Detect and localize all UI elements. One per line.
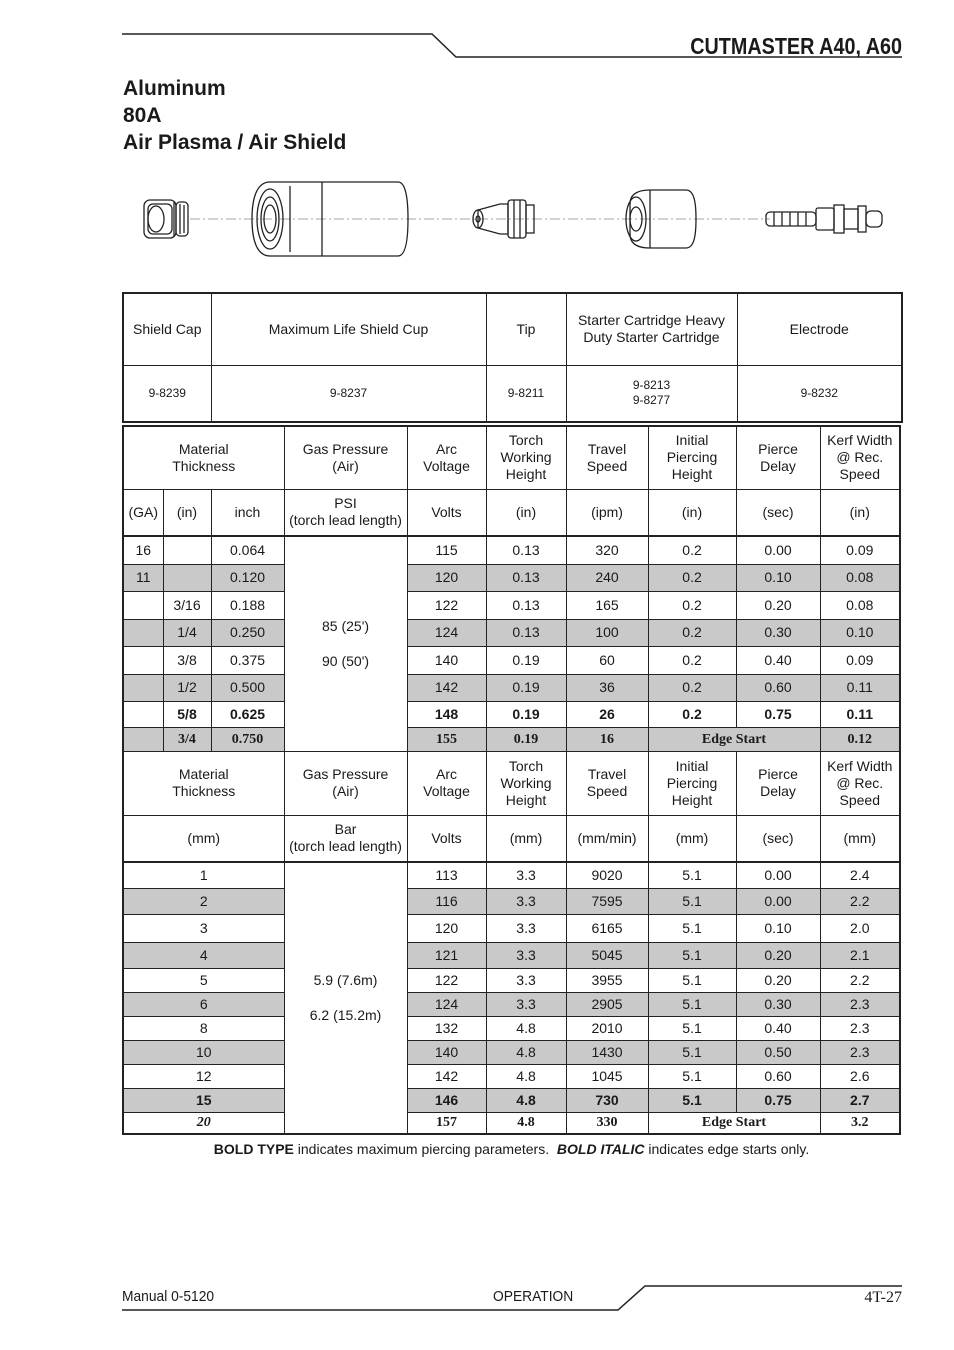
cut-chart-table bbox=[122, 425, 901, 1135]
part-number-heavy-duty-starter: 9-8277 bbox=[632, 393, 671, 408]
cell-height: 0.19 bbox=[486, 701, 566, 727]
cell-kerf: 0.12 bbox=[820, 727, 900, 751]
header-travel-speed-metric: Travel Speed bbox=[566, 751, 648, 815]
cell-speed: 320 bbox=[566, 536, 648, 564]
cell-height: 3.3 bbox=[486, 968, 566, 992]
cell-mm: 15 bbox=[123, 1088, 284, 1112]
note-italic-label: BOLD ITALIC bbox=[556, 1141, 645, 1157]
table-row bbox=[123, 1016, 900, 1040]
parts-header-electrode: Electrode bbox=[737, 293, 902, 365]
unit-in: (in) bbox=[163, 489, 211, 536]
cell-height: 0.19 bbox=[486, 674, 566, 701]
table-row-edge-start bbox=[123, 727, 900, 751]
unit-volts-metric: Volts bbox=[407, 815, 486, 862]
table-row bbox=[123, 914, 900, 942]
cell-pierce-height: 0.2 bbox=[648, 564, 736, 591]
cell-inch: 0.750 bbox=[211, 727, 284, 751]
cell-height: 3.3 bbox=[486, 888, 566, 914]
pressure-25ft: 85 (25') bbox=[322, 617, 370, 634]
cell-pierce-height: 5.1 bbox=[648, 862, 736, 888]
table-row-edge-start bbox=[123, 1112, 900, 1134]
cell-speed: 330 bbox=[566, 1112, 648, 1134]
cell-kerf: 3.2 bbox=[820, 1112, 900, 1134]
heading-process: Air Plasma / Air Shield bbox=[123, 131, 347, 154]
cell-edge-start: Edge Start bbox=[648, 727, 820, 751]
unit-height-mm: (mm) bbox=[486, 815, 566, 862]
header-initial-piercing-height-metric: Initial Piercing Height bbox=[648, 751, 736, 815]
cell-height: 3.3 bbox=[486, 942, 566, 968]
cell-pierce-height: 0.2 bbox=[648, 646, 736, 674]
cell-volts: 148 bbox=[407, 701, 486, 727]
heading-material: Aluminum bbox=[123, 77, 226, 100]
header-travel-speed: Travel Speed bbox=[566, 426, 648, 489]
cell-height: 4.8 bbox=[486, 1016, 566, 1040]
cell-kerf: 2.3 bbox=[820, 992, 900, 1016]
cell-delay: 0.60 bbox=[736, 674, 820, 701]
parts-header-shield-cup: Maximum Life Shield Cup bbox=[211, 293, 486, 365]
cell-volts: 155 bbox=[407, 727, 486, 751]
table-row-max-pierce bbox=[123, 701, 900, 727]
table-row-max-pierce bbox=[123, 1088, 900, 1112]
cell-speed: 26 bbox=[566, 701, 648, 727]
cell-height: 4.8 bbox=[486, 1088, 566, 1112]
cell-kerf: 0.10 bbox=[820, 619, 900, 646]
header-material-thickness-metric: Material Thickness bbox=[123, 751, 284, 815]
cell-delay: 0.20 bbox=[736, 942, 820, 968]
cell-in: 3/8 bbox=[163, 646, 211, 674]
cell-ga bbox=[123, 591, 163, 619]
cell-gas-pressure-inch bbox=[284, 536, 407, 751]
cell-speed: 36 bbox=[566, 674, 648, 701]
unit-kerf-mm: (mm) bbox=[820, 815, 900, 862]
cell-delay: 0.10 bbox=[736, 564, 820, 591]
cell-pierce-height: 5.1 bbox=[648, 888, 736, 914]
cell-pierce-height: 5.1 bbox=[648, 1040, 736, 1064]
header-gas-pressure-metric: Gas Pressure (Air) bbox=[284, 751, 407, 815]
table-row bbox=[123, 674, 900, 701]
cell-volts: 120 bbox=[407, 914, 486, 942]
cell-pierce-height: 5.1 bbox=[648, 968, 736, 992]
heading-amperage: 80A bbox=[123, 104, 162, 127]
cell-mm: 12 bbox=[123, 1064, 284, 1088]
cell-height: 3.3 bbox=[486, 914, 566, 942]
cell-in bbox=[163, 536, 211, 564]
cell-ga bbox=[123, 674, 163, 701]
cell-ga: 16 bbox=[123, 536, 163, 564]
cell-kerf: 2.2 bbox=[820, 968, 900, 992]
cell-speed: 1045 bbox=[566, 1064, 648, 1088]
cell-inch: 0.625 bbox=[211, 701, 284, 727]
cell-ga bbox=[123, 646, 163, 674]
header-torch-working-height: Torch Working Height bbox=[486, 426, 566, 489]
cell-pierce-height: 5.1 bbox=[648, 1016, 736, 1040]
cell-delay: 0.20 bbox=[736, 591, 820, 619]
cell-pierce-height: 5.1 bbox=[648, 942, 736, 968]
unit-pierce-height-mm: (mm) bbox=[648, 815, 736, 862]
part-number-starter: 9-8213 bbox=[632, 378, 671, 393]
cell-inch: 0.188 bbox=[211, 591, 284, 619]
cell-ga bbox=[123, 701, 163, 727]
cell-ga bbox=[123, 727, 163, 751]
cell-pierce-height: 0.2 bbox=[648, 591, 736, 619]
part-number-starter-cartridge bbox=[566, 365, 737, 422]
cell-kerf: 0.09 bbox=[820, 536, 900, 564]
header-initial-piercing-height: Initial Piercing Height bbox=[648, 426, 736, 489]
cell-height: 0.13 bbox=[486, 536, 566, 564]
cell-height: 4.8 bbox=[486, 1040, 566, 1064]
cell-kerf: 0.09 bbox=[820, 646, 900, 674]
header-gas-pressure: Gas Pressure (Air) bbox=[284, 426, 407, 489]
cell-volts: 157 bbox=[407, 1112, 486, 1134]
cell-speed: 9020 bbox=[566, 862, 648, 888]
table-row bbox=[123, 1040, 900, 1064]
parts-table bbox=[122, 292, 903, 423]
cell-kerf: 2.3 bbox=[820, 1040, 900, 1064]
cell-height: 3.3 bbox=[486, 862, 566, 888]
note-text-2: indicates edge starts only. bbox=[644, 1141, 810, 1157]
cell-height: 0.13 bbox=[486, 619, 566, 646]
unit-sec-metric: (sec) bbox=[736, 815, 820, 862]
page-number: 4T-27 bbox=[864, 1289, 902, 1306]
part-number-shield-cap: 9-8239 bbox=[123, 365, 211, 422]
cell-volts: 142 bbox=[407, 1064, 486, 1088]
cell-kerf: 2.3 bbox=[820, 1016, 900, 1040]
legend-note bbox=[122, 1141, 901, 1157]
table-row bbox=[123, 968, 900, 992]
cell-volts: 140 bbox=[407, 646, 486, 674]
cell-in bbox=[163, 564, 211, 591]
cell-kerf: 2.7 bbox=[820, 1088, 900, 1112]
unit-kerf-in: (in) bbox=[820, 489, 900, 536]
cell-kerf: 2.6 bbox=[820, 1064, 900, 1088]
manual-number: Manual 0-5120 bbox=[122, 1288, 215, 1305]
table-row bbox=[123, 1064, 900, 1088]
inch-units-row bbox=[123, 489, 900, 536]
cell-speed: 2905 bbox=[566, 992, 648, 1016]
cell-delay: 0.40 bbox=[736, 646, 820, 674]
cell-pierce-height: 5.1 bbox=[648, 1064, 736, 1088]
header-arc-voltage: Arc Voltage bbox=[407, 426, 486, 489]
cell-edge-start: Edge Start bbox=[648, 1112, 820, 1134]
cell-kerf: 2.1 bbox=[820, 942, 900, 968]
cell-mm: 3 bbox=[123, 914, 284, 942]
page-heading bbox=[123, 75, 346, 156]
cell-mm: 8 bbox=[123, 1016, 284, 1040]
shield-cap-icon bbox=[144, 200, 188, 238]
table-row bbox=[123, 646, 900, 674]
cell-in: 3/16 bbox=[163, 591, 211, 619]
unit-volts: Volts bbox=[407, 489, 486, 536]
cell-delay: 0.20 bbox=[736, 968, 820, 992]
cell-volts: 116 bbox=[407, 888, 486, 914]
table-row bbox=[123, 888, 900, 914]
cell-inch: 0.120 bbox=[211, 564, 284, 591]
table-row bbox=[123, 992, 900, 1016]
brand-title: CUTMASTER A40, A60 bbox=[690, 33, 902, 59]
cell-mm: 6 bbox=[123, 992, 284, 1016]
cell-speed: 3955 bbox=[566, 968, 648, 992]
cell-pierce-height: 0.2 bbox=[648, 619, 736, 646]
cell-speed: 100 bbox=[566, 619, 648, 646]
unit-pierce-height-in: (in) bbox=[648, 489, 736, 536]
cell-delay: 0.10 bbox=[736, 914, 820, 942]
cell-in: 3/4 bbox=[163, 727, 211, 751]
table-row bbox=[123, 536, 900, 564]
cell-kerf: 0.08 bbox=[820, 591, 900, 619]
cell-delay: 0.40 bbox=[736, 1016, 820, 1040]
cell-speed: 240 bbox=[566, 564, 648, 591]
header-kerf-width: Kerf Width @ Rec. Speed bbox=[820, 426, 900, 489]
cell-delay: 0.00 bbox=[736, 536, 820, 564]
cell-height: 0.13 bbox=[486, 564, 566, 591]
cell-speed: 165 bbox=[566, 591, 648, 619]
cell-pierce-height: 0.2 bbox=[648, 701, 736, 727]
table-row bbox=[123, 862, 900, 888]
cell-inch: 0.064 bbox=[211, 536, 284, 564]
cell-delay: 0.30 bbox=[736, 992, 820, 1016]
cell-delay: 0.75 bbox=[736, 1088, 820, 1112]
cell-height: 4.8 bbox=[486, 1112, 566, 1134]
cell-height: 4.8 bbox=[486, 1064, 566, 1088]
unit-psi: PSI (torch lead length) bbox=[284, 489, 407, 536]
cell-ga: 11 bbox=[123, 564, 163, 591]
cell-mm: 5 bbox=[123, 968, 284, 992]
unit-inch: inch bbox=[211, 489, 284, 536]
cell-kerf: 0.11 bbox=[820, 674, 900, 701]
unit-height-in: (in) bbox=[486, 489, 566, 536]
header-kerf-width-metric: Kerf Width @ Rec. Speed bbox=[820, 751, 900, 815]
cell-volts: 124 bbox=[407, 619, 486, 646]
cell-delay: 0.00 bbox=[736, 862, 820, 888]
cell-delay: 0.50 bbox=[736, 1040, 820, 1064]
cell-kerf: 0.11 bbox=[820, 701, 900, 727]
cell-volts: 132 bbox=[407, 1016, 486, 1040]
metric-header-row bbox=[123, 751, 900, 815]
cell-height: 0.19 bbox=[486, 646, 566, 674]
header-torch-working-height-metric: Torch Working Height bbox=[486, 751, 566, 815]
table-row bbox=[123, 564, 900, 591]
cell-in: 1/4 bbox=[163, 619, 211, 646]
part-number-electrode: 9-8232 bbox=[737, 365, 902, 422]
parts-header-shield-cap: Shield Cap bbox=[123, 293, 211, 365]
note-text-1: indicates maximum piercing parameters. bbox=[293, 1141, 557, 1157]
pressure-7-6m: 5.9 (7.6m) bbox=[313, 972, 378, 988]
cell-delay: 0.00 bbox=[736, 888, 820, 914]
note-bold-label: BOLD TYPE bbox=[213, 1141, 294, 1157]
cell-pierce-height: 0.2 bbox=[648, 536, 736, 564]
cell-in: 1/2 bbox=[163, 674, 211, 701]
metric-units-row bbox=[123, 815, 900, 862]
cell-height: 0.13 bbox=[486, 591, 566, 619]
unit-ipm: (ipm) bbox=[566, 489, 648, 536]
cell-mm: 4 bbox=[123, 942, 284, 968]
cell-pierce-height: 5.1 bbox=[648, 992, 736, 1016]
cell-inch: 0.250 bbox=[211, 619, 284, 646]
header-material-thickness: Material Thickness bbox=[123, 426, 284, 489]
cell-pierce-height: 5.1 bbox=[648, 1088, 736, 1112]
cell-pierce-height: 5.1 bbox=[648, 914, 736, 942]
cell-mm: 2 bbox=[123, 888, 284, 914]
cell-mm: 1 bbox=[123, 862, 284, 888]
cell-in: 5/8 bbox=[163, 701, 211, 727]
part-number-tip: 9-8211 bbox=[486, 365, 566, 422]
cell-kerf: 2.0 bbox=[820, 914, 900, 942]
cell-kerf: 2.4 bbox=[820, 862, 900, 888]
cell-mm: 10 bbox=[123, 1040, 284, 1064]
cell-volts: 146 bbox=[407, 1088, 486, 1112]
cell-speed: 730 bbox=[566, 1088, 648, 1112]
unit-ga: (GA) bbox=[123, 489, 163, 536]
cell-inch: 0.500 bbox=[211, 674, 284, 701]
cell-volts: 121 bbox=[407, 942, 486, 968]
table-row bbox=[123, 942, 900, 968]
cell-delay: 0.30 bbox=[736, 619, 820, 646]
cell-volts: 122 bbox=[407, 591, 486, 619]
cell-volts: 115 bbox=[407, 536, 486, 564]
part-number-shield-cup: 9-8237 bbox=[211, 365, 486, 422]
unit-mm-min: (mm/min) bbox=[566, 815, 648, 862]
electrode-icon bbox=[766, 205, 882, 233]
header-arc-voltage-metric: Arc Voltage bbox=[407, 751, 486, 815]
pressure-15-2m: 6.2 (15.2m) bbox=[309, 1007, 382, 1023]
cell-kerf: 0.08 bbox=[820, 564, 900, 591]
cell-volts: 120 bbox=[407, 564, 486, 591]
cell-speed: 5045 bbox=[566, 942, 648, 968]
cell-kerf: 2.2 bbox=[820, 888, 900, 914]
cell-speed: 2010 bbox=[566, 1016, 648, 1040]
cell-speed: 6165 bbox=[566, 914, 648, 942]
unit-mm: (mm) bbox=[123, 815, 284, 862]
header-pierce-delay: Pierce Delay bbox=[736, 426, 820, 489]
cell-mm: 20 bbox=[123, 1112, 284, 1134]
cell-volts: 140 bbox=[407, 1040, 486, 1064]
unit-sec: (sec) bbox=[736, 489, 820, 536]
pressure-50ft: 90 (50') bbox=[322, 652, 370, 669]
parts-header-tip: Tip bbox=[486, 293, 566, 365]
cell-height: 3.3 bbox=[486, 992, 566, 1016]
cell-delay: 0.75 bbox=[736, 701, 820, 727]
cell-speed: 60 bbox=[566, 646, 648, 674]
cell-height: 0.19 bbox=[486, 727, 566, 751]
cell-pierce-height: 0.2 bbox=[648, 674, 736, 701]
cell-gas-pressure-metric bbox=[284, 862, 407, 1134]
cell-volts: 122 bbox=[407, 968, 486, 992]
header-pierce-delay-metric: Pierce Delay bbox=[736, 751, 820, 815]
unit-bar: Bar (torch lead length) bbox=[284, 815, 407, 862]
parts-header-starter-cartridge: Starter Cartridge Heavy Duty Starter Cartridge bbox=[566, 293, 737, 365]
consumable-parts-illustration bbox=[130, 172, 890, 267]
inch-header-row bbox=[123, 426, 900, 489]
cell-volts: 113 bbox=[407, 862, 486, 888]
cell-delay: 0.60 bbox=[736, 1064, 820, 1088]
table-row bbox=[123, 619, 900, 646]
cell-ga bbox=[123, 619, 163, 646]
cell-volts: 142 bbox=[407, 674, 486, 701]
cell-speed: 16 bbox=[566, 727, 648, 751]
cell-speed: 1430 bbox=[566, 1040, 648, 1064]
cell-speed: 7595 bbox=[566, 888, 648, 914]
cell-inch: 0.375 bbox=[211, 646, 284, 674]
section-name: OPERATION bbox=[493, 1288, 574, 1305]
cell-volts: 124 bbox=[407, 992, 486, 1016]
table-row bbox=[123, 591, 900, 619]
